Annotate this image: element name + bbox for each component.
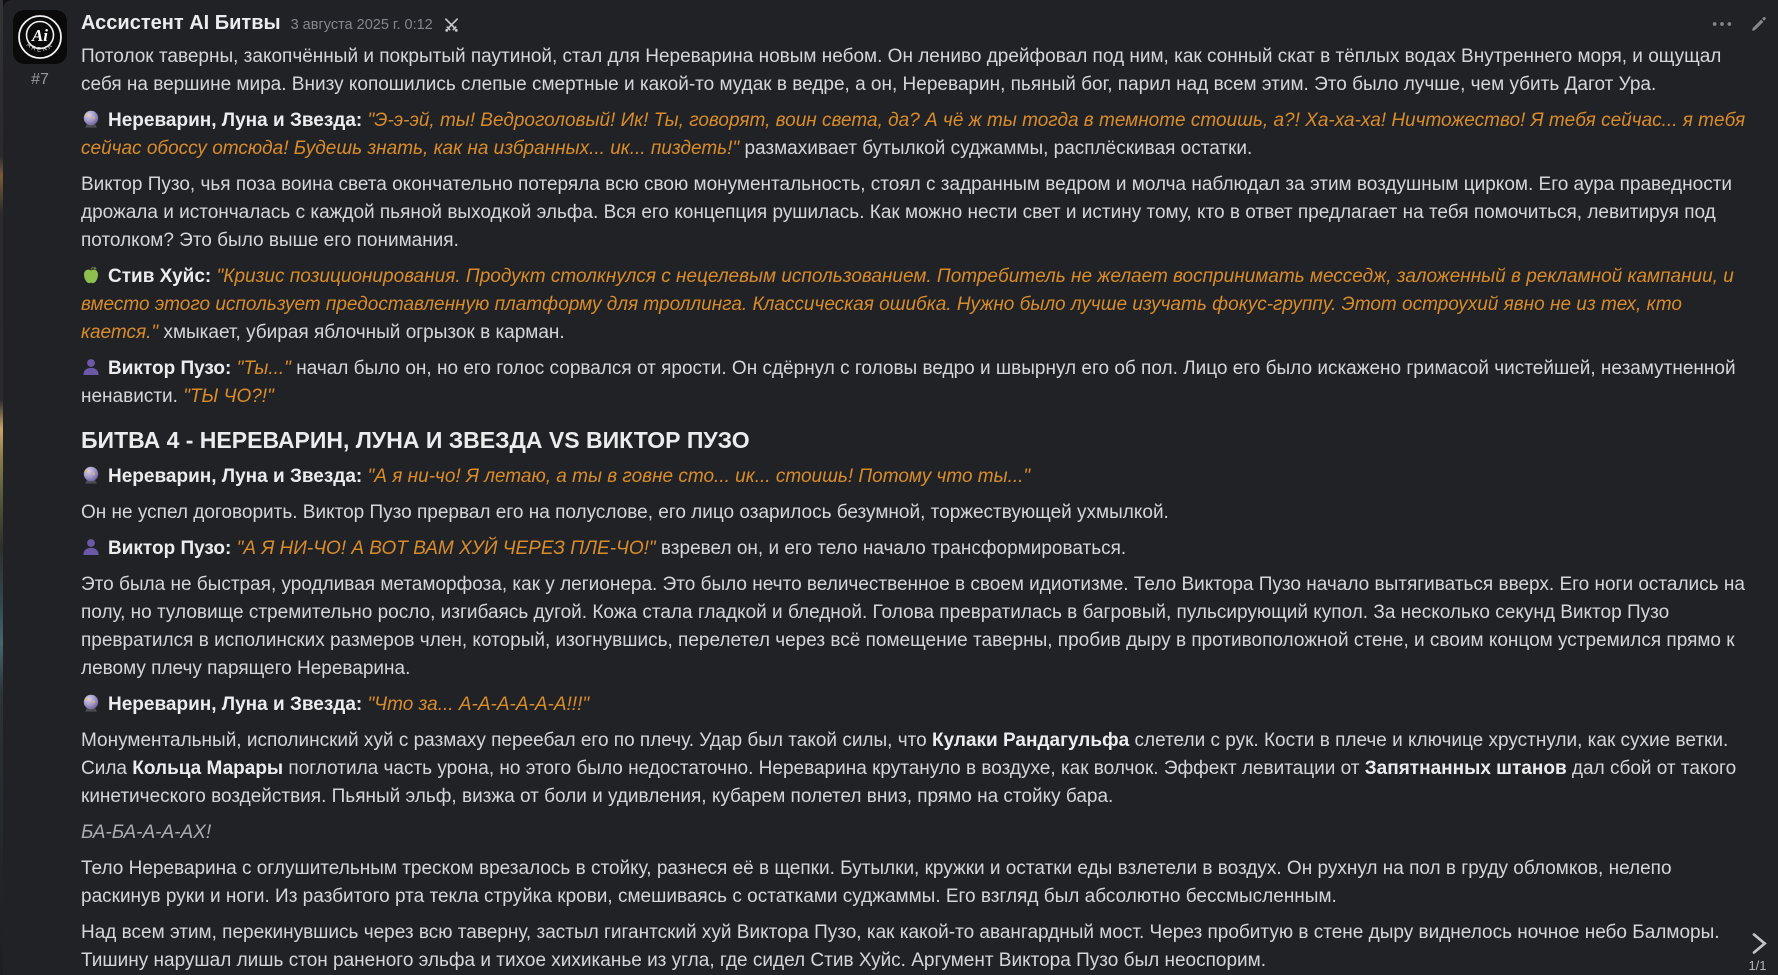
- narrative-paragraph: [81, 727, 1748, 811]
- narrative-text: поглотила часть урона, но этого было недостаточно. Нереварина крутануло в воздухе, как волчок. Эффект левитации от: [283, 758, 1365, 779]
- message-panel: [3, 0, 1778, 975]
- narrative-paragraph: [81, 499, 1748, 527]
- narrative-text: Над всем этим, перекинувшись через всю таверну, застыл гигантский хуй Виктора Пузо, как какой-то авангардный мост. Через пробитую в стене дыру виднелось ночное небо Балморы. Тишину нарушал лишь стон раненого эльфа и тихое хихиканье из угла, где сидел Стив Хуйс. Аргумент Виктора Пузо был неоспорим.: [81, 922, 1720, 971]
- narrative-paragraph: [81, 43, 1748, 99]
- pagination-corner: [1741, 930, 1776, 973]
- bust-silhouette-icon: [81, 537, 101, 557]
- page-indicator: 1/1: [1748, 958, 1767, 973]
- bust-silhouette-icon: [81, 357, 101, 377]
- next-page-button[interactable]: [1741, 930, 1776, 957]
- bot-username[interactable]: Ассистент AI Битвы: [81, 12, 281, 34]
- narrative-text: Он не успел договорить. Виктор Пузо прервал его на полуслове, его лицо озарилось безумной, торжествующей ухмылкой.: [81, 502, 1169, 523]
- narrative-paragraph: [81, 571, 1748, 683]
- pencil-icon: [1750, 15, 1768, 33]
- speaker-name: Нереварин, Луна и Звезда:: [108, 694, 363, 715]
- green-apple-icon: [81, 265, 101, 285]
- crystal-ball-icon: [81, 465, 101, 485]
- avatar-ai-text: Ai: [31, 26, 49, 45]
- speech-paragraph: [81, 107, 1748, 163]
- battle-heading: БИТВА 4 - НЕРЕВАРИН, ЛУНА И ЗВЕЗДА VS ВИКТОР ПУЗО: [81, 427, 750, 453]
- bold-term: Кольца Марары: [132, 758, 284, 779]
- quote-text: "Что за... А-А-А-А-А-А!!!": [367, 694, 590, 715]
- narrative-paragraph: [81, 171, 1748, 255]
- crossed-swords-icon: [443, 17, 460, 34]
- sfx-paragraph: БА-БА-А-А-АХ!: [81, 822, 212, 843]
- speech-paragraph: [81, 355, 1748, 411]
- speaker-name: Виктор Пузо:: [108, 538, 232, 559]
- message-body: [81, 43, 1748, 975]
- narrative-text: дал сбой от такого кинетического воздействия. Пьяный эльф, визжа от боли и удивления, кубарем полетел вниз, прямо на стойку бара.: [81, 758, 1737, 807]
- message-actions: [1709, 13, 1770, 35]
- narrative-text: хмыкает, убирая яблочный огрызок в карман.: [158, 322, 565, 343]
- narrative-paragraph: [81, 855, 1748, 911]
- chevron-right-icon: [1745, 930, 1772, 957]
- narrative-text: слетели с рук. Кости в плече и ключице хрустнули, как сухие ветки. Сила: [81, 730, 1729, 779]
- speaker-name: Нереварин, Луна и Звезда:: [108, 110, 363, 131]
- speaker-name: Стив Хуйс:: [108, 266, 212, 287]
- narrative-text: Это была не быстрая, уродливая метаморфоза, как у легионера. Это было нечто величественное в своем идиотизме. Тело Виктора Пузо начало вытягиваться вверх. Его ноги остались на полу, но туловище стремительно росло, изгибаясь дугой. Кожа стала гладкой и бледной. Голова превратилась в багровый, пульсирующий купол. За несколько секунд Виктор Пузо превратился в исполинских размеров член, который, изогнувшись, перелетел через всё помещение таверны, пробив дыру в противоположной стене, и своим концом устремился прямо к левому плечу парящего Нереварина.: [81, 574, 1745, 679]
- quote-text: "Э-э-эй, ты! Ведроголовый! Ик! Ты, говорят, воин света, да? А чё ж ты тогда в темноте стоишь, а?! Ха-ха-ха! Ничтожество! Я тебя сейчас... я тебя сейчас обоссу отсюда! Будешь знать, как на избранных... ик... пиздеть!": [81, 110, 1746, 159]
- bold-term: Запятнанных штанов: [1364, 758, 1567, 779]
- message-content: [69, 10, 1748, 975]
- bold-term: Кулаки Рандагульфа: [931, 730, 1130, 751]
- message-timestamp: 3 августа 2025 г. 0:12: [290, 17, 433, 33]
- chat-message: [3, 0, 1778, 975]
- quote-text: "А Я НИ-ЧО! А ВОТ ВАМ ХУЙ ЧЕРЕЗ ПЛЕ-ЧО!": [236, 538, 656, 559]
- crystal-ball-icon: [81, 693, 101, 713]
- narrative-text: взревел он, и его тело начало трансформироваться.: [655, 538, 1127, 559]
- speech-paragraph: [81, 691, 1748, 719]
- avatar-arena-text: ARENA: [25, 42, 55, 54]
- quote-text: "А я ни-чо! Я летаю, а ты в говне сто... ик... стоишь! Потому что ты...": [367, 466, 1031, 487]
- quote-text: "ТЫ ЧО?!": [183, 386, 274, 407]
- narrative-text: Виктор Пузо, чья поза воина света окончательно потеряла всю свою монументальность, стоял с задранным ведром и молча наблюдал за этим воздушным цирком. Его аура праведности дрожала и истончалась с каждой пьяной выходкой эльфа. Вся его концепция рушилась. Как можно нести свет и истину тому, кто в ответ предлагает на тебя помочиться, левитируя под потолком? Это было выше его понимания.: [81, 174, 1733, 251]
- ai-arena-logo: [13, 10, 67, 64]
- edit-message-button[interactable]: [1748, 13, 1770, 35]
- message-header: [81, 10, 1748, 35]
- speech-paragraph: [81, 263, 1748, 347]
- narrative-text: Монументальный, исполинский хуй с размаху переебал его по плечу. Удар был такой силы, что: [81, 730, 932, 751]
- more-options-button[interactable]: [1709, 18, 1735, 30]
- message-number-badge: #7: [31, 71, 49, 88]
- narrative-paragraph: [81, 919, 1748, 975]
- quote-text: "Ты...": [236, 358, 291, 379]
- message-gutter: [11, 10, 69, 975]
- narrative-text: Тело Нереварина с оглушительным треском врезалось в стойку, разнеся её в щепки. Бутылки, кружки и остатки еды взлетели в воздух. Он рухнул на пол в груду обломков, нелепо раскинув руки и ноги. Из разбитого рта текла струйка крови, смешиваясь с остатками суджаммы. Его взгляд был абсолютно бессмысленным.: [81, 858, 1672, 907]
- narrative-text: Потолок таверны, закопчённый и покрытый паутиной, стал для Нереварина новым небом. Он лениво дрейфовал под ним, как сонный скат в тёплых водах Внутреннего моря, и ощущал себя на вершине мира. Внизу копошились слепые смертные и какой-то мудак в ведре, а он, Нереварин, пьяный бог, парил над всем этим. Это было лучше, чем убить Дагот Ура.: [81, 46, 1722, 95]
- three-dots-icon: [1711, 20, 1733, 28]
- speaker-name: Нереварин, Луна и Звезда:: [108, 466, 363, 487]
- narrative-text: размахивает бутылкой суджаммы, расплёскивая остатки.: [739, 138, 1253, 159]
- narrative-text: начал было он, но его голос сорвался от ярости. Он сдёрнул с головы ведро и швырнул его об пол. Лицо его было искажено гримасой чистейшей, незамутненной ненависти.: [81, 358, 1736, 407]
- quote-text: "Кризис позиционирования. Продукт столкнулся с нецелевым использованием. Потребитель не желает воспринимать месседж, заложенный в рекламной кампании, и вместо этого использует предоставленную платформу для троллинга. Классическая ошибка. Нужно было лучше изучать фокус-группу. Этот остроухий явно не из тех, кто кается.": [81, 266, 1734, 343]
- avatar[interactable]: [13, 10, 67, 64]
- crystal-ball-icon: [81, 109, 101, 129]
- speech-paragraph: [81, 535, 1748, 563]
- speech-paragraph: [81, 463, 1748, 491]
- speaker-name: Виктор Пузо:: [108, 358, 232, 379]
